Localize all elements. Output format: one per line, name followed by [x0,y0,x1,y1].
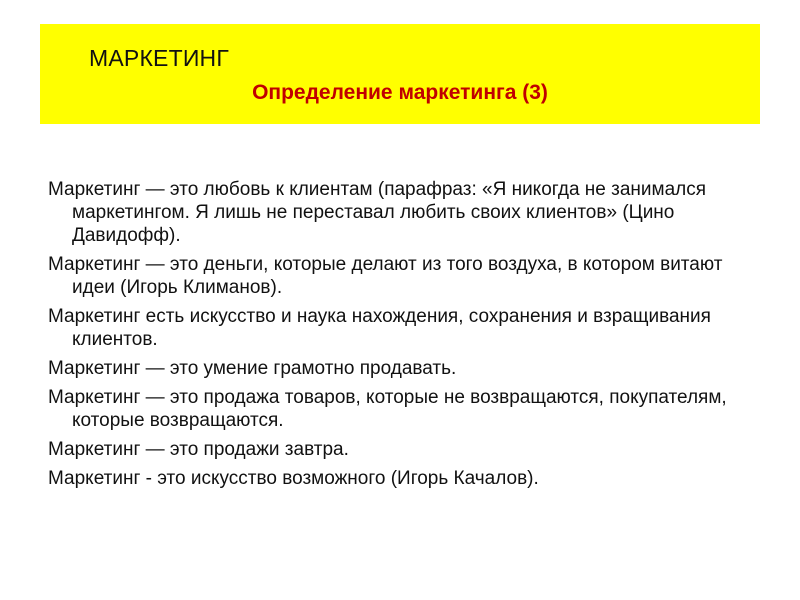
definition-item: Маркетинг — это продажа товаров, которые не возвращаются, покупателям, которые возвращаются. [48,387,727,431]
section-title: МАРКЕТИНГ [89,45,230,71]
definition-item: Маркетинг есть искусство и наука нахождения, сохранения и взращивания клиентов. [48,306,711,350]
definition-item: Маркетинг — это деньги, которые делают из того воздуха, в котором витают идеи (Игорь Климанов). [48,254,723,298]
definition-item: Маркетинг — это любовь к клиентам (парафраз: «Я никогда не занимался маркетингом. Я лишь не переставал любить своих клиентов» (Цино Давидофф). [48,179,707,246]
definition-item: Маркетинг - это искусство возможного (Игорь Качалов). [48,468,539,489]
slide-title: Определение маркетинга (3) [252,81,548,104]
definition-item: Маркетинг — это продажи завтра. [48,439,349,460]
definition-item: Маркетинг — это умение грамотно продавать. [48,358,457,379]
title-banner [40,24,760,124]
definitions-list [48,178,768,496]
